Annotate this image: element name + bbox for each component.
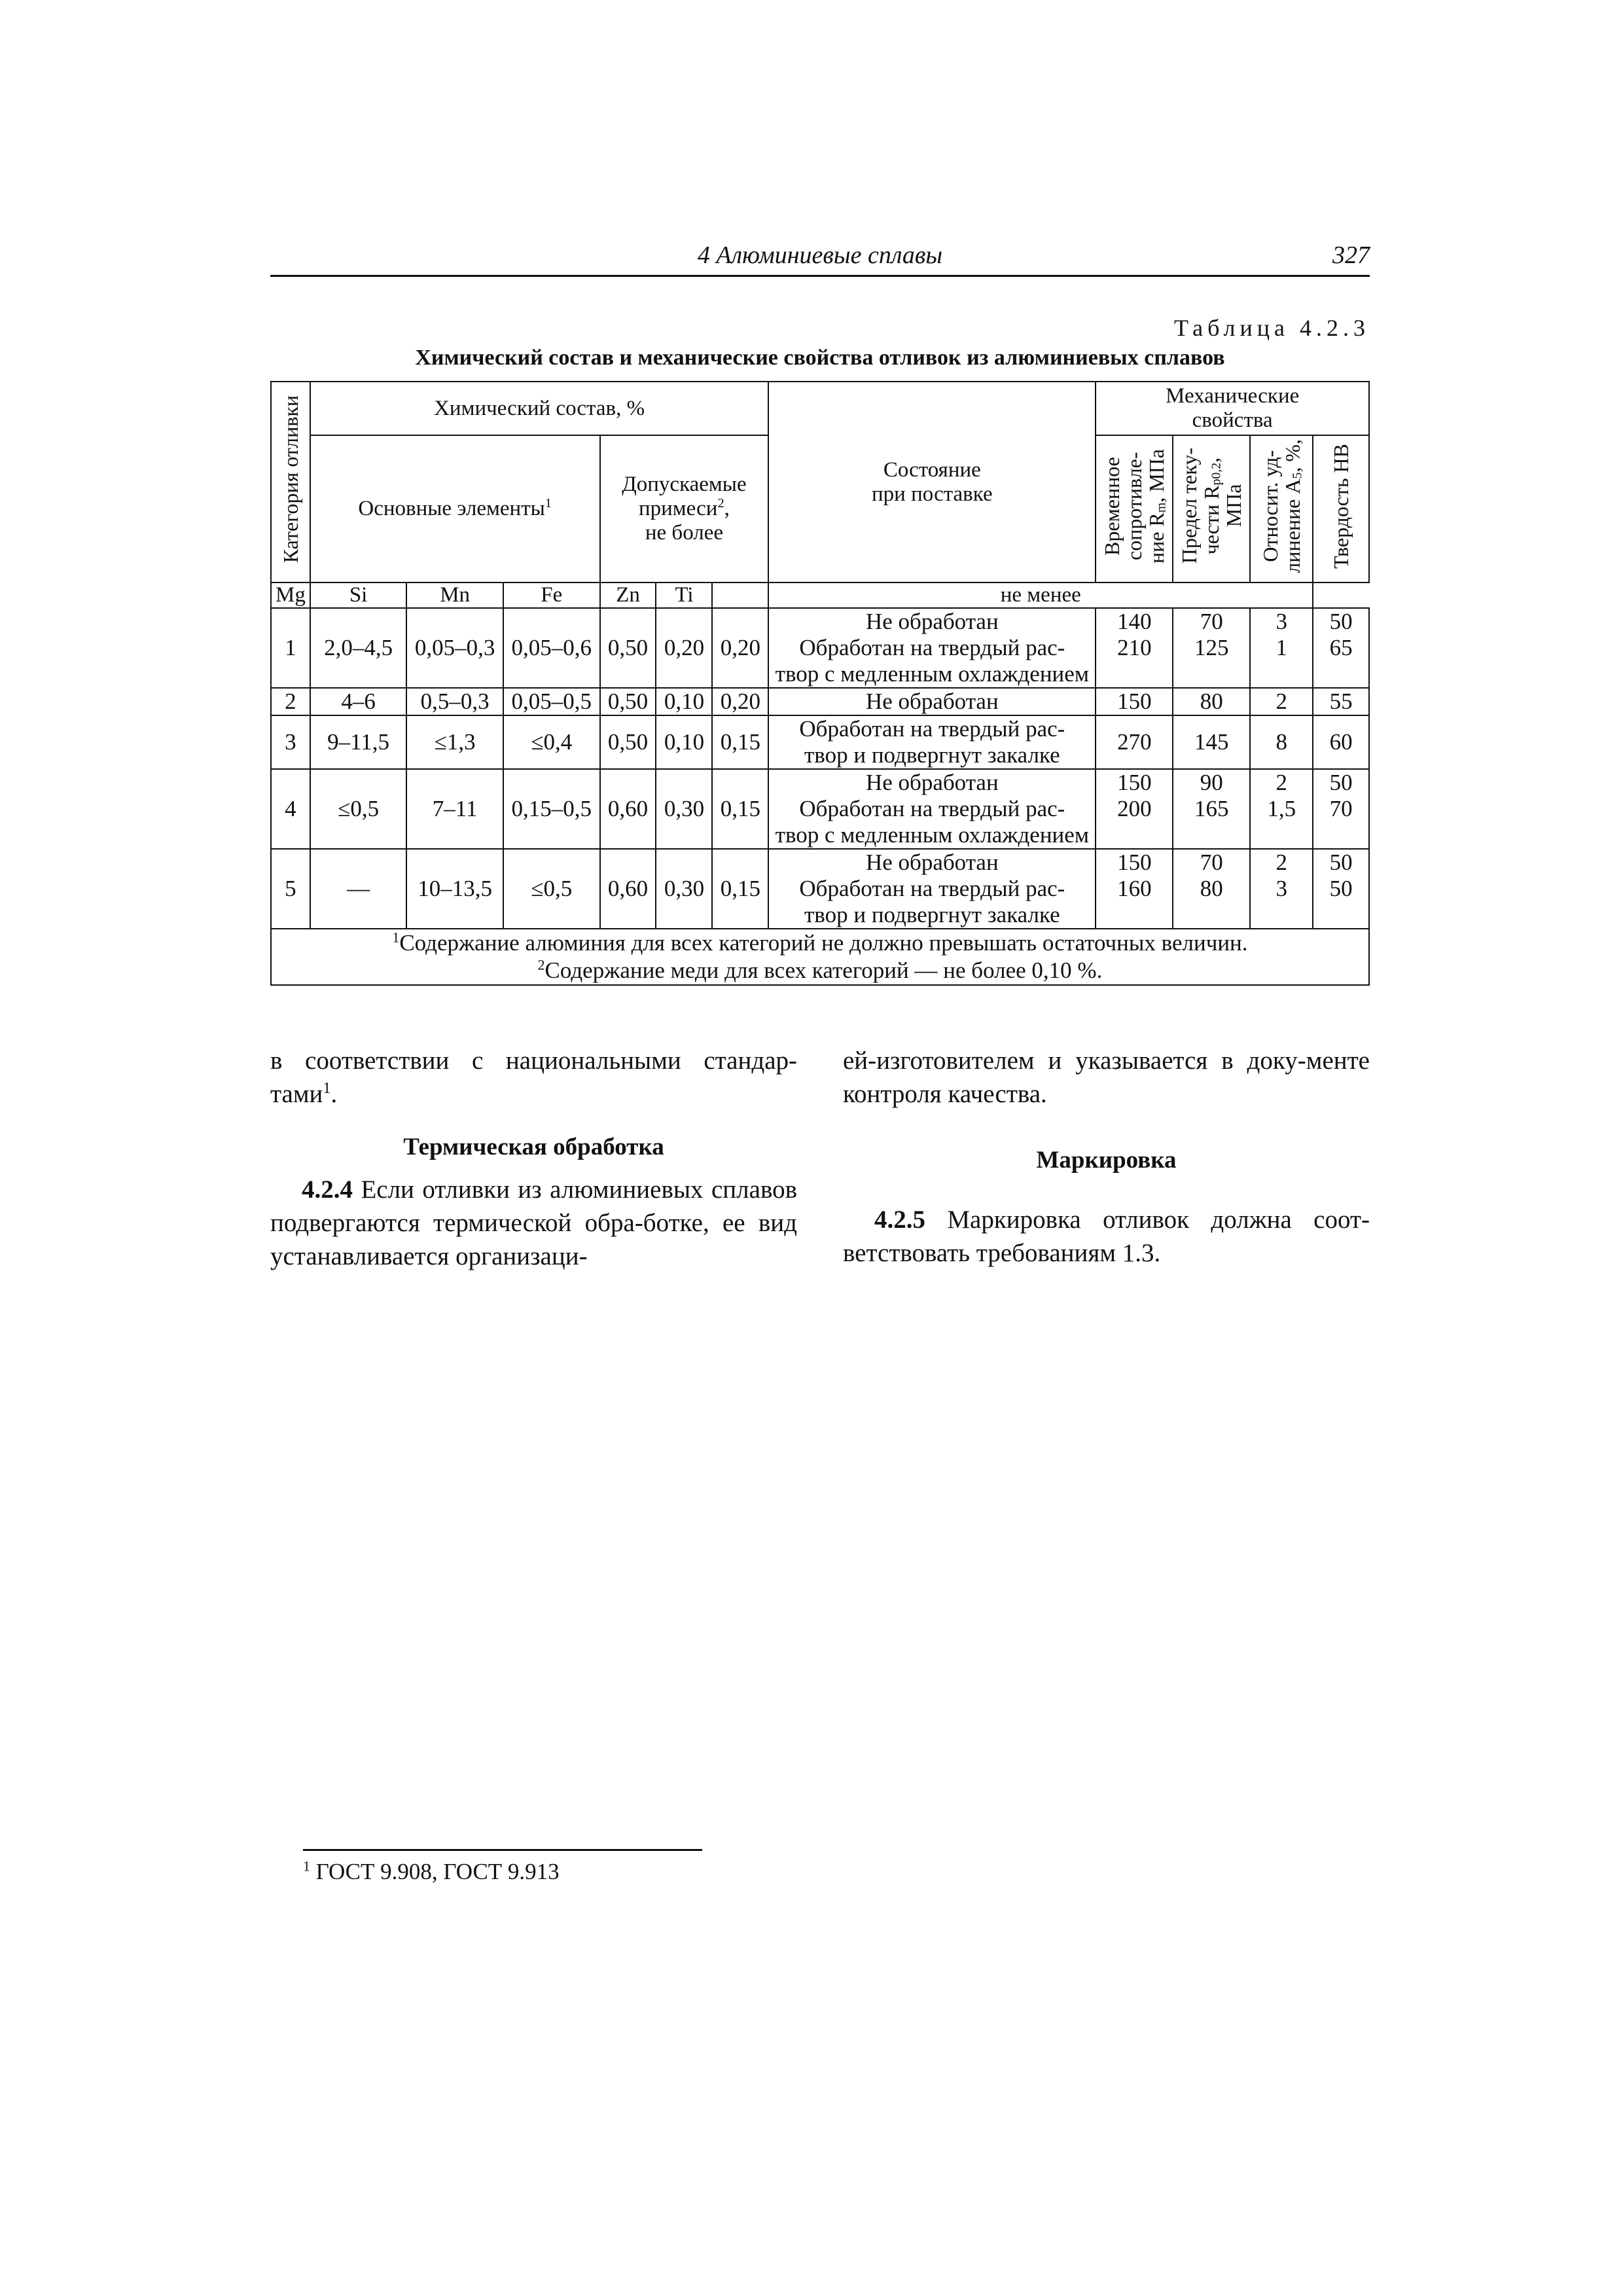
right-column (843, 1044, 1370, 1270)
mg-cell: — (310, 849, 407, 929)
category-cell: 1 (271, 608, 310, 688)
element-header-fe: Fe (503, 583, 600, 608)
state-subheader-empty (712, 583, 768, 608)
section-heading-marking: Маркировка (1036, 1147, 1177, 1174)
rm-cell: 150 160 (1096, 849, 1173, 929)
composition-table (270, 381, 1370, 986)
rp-cell: 70 125 (1173, 608, 1250, 688)
mn-cell: ≤0,5 (503, 849, 600, 929)
ti-cell: 0,15 (712, 849, 768, 929)
a5-cell: 2 3 (1250, 849, 1313, 929)
hardness-header: Твердость HB (1313, 435, 1369, 583)
hb-cell: 50 70 (1313, 769, 1369, 849)
mg-cell: ≤0,5 (310, 769, 407, 849)
si-cell: 0,05–0,3 (406, 608, 503, 688)
impurities-header: Допускаемые примеси$^2$, не более (600, 435, 769, 583)
elongation-header: Относит. уд- линение $A_5$, %, (1250, 435, 1313, 583)
hb-cell: 55 (1313, 688, 1369, 715)
a5-cell: 8 (1250, 715, 1313, 769)
element-header-zn: Zn (600, 583, 656, 608)
fe-cell: 0,60 (600, 769, 656, 849)
not-less-header: не менее (768, 583, 1313, 608)
element-header-mg: Mg (271, 583, 310, 608)
mg-cell: 9–11,5 (310, 715, 407, 769)
state-header: Состояние при поставке (768, 382, 1096, 583)
yield-strength-header: Предел теку- чести $R_{p0,2}$, МПа (1173, 435, 1250, 583)
rm-cell: 270 (1096, 715, 1173, 769)
page-number: 327 (1332, 242, 1370, 269)
left-column (270, 1044, 797, 1273)
zn-cell: 0,10 (656, 688, 712, 715)
table-row (271, 608, 1369, 688)
category-cell: 5 (271, 849, 310, 929)
continuation-paragraph: ей-изготовителем и указывается в доку-менте контроля качества. (843, 1047, 1370, 1108)
mn-cell: ≤0,4 (503, 715, 600, 769)
si-cell: 10–13,5 (406, 849, 503, 929)
element-header-si: Si (310, 583, 407, 608)
state-cell: Не обработан Обработан на твердый рас- твор с медленным охлаждением (768, 608, 1096, 688)
fe-cell: 0,60 (600, 849, 656, 929)
rp-cell: 90 165 (1173, 769, 1250, 849)
footnote-rule (303, 1849, 702, 1851)
hb-cell: 50 50 (1313, 849, 1369, 929)
mg-cell: 2,0–4,5 (310, 608, 407, 688)
state-cell: Обработан на твердый рас- твор и подвергнут закалке (768, 715, 1096, 769)
zn-cell: 0,30 (656, 769, 712, 849)
mn-cell: 0,05–0,6 (503, 608, 600, 688)
rp-cell: 145 (1173, 715, 1250, 769)
table-notes-cell (271, 929, 1369, 985)
running-head (270, 237, 1370, 277)
mn-cell: 0,15–0,5 (503, 769, 600, 849)
ti-cell: 0,15 (712, 769, 768, 849)
paragraph-4-2-4: 4.2.4 Если отливки из алюминиевых сплавов подвергаются термической обра-ботке, ее вид устанавливается организаци- (270, 1175, 798, 1270)
ti-cell: 0,15 (712, 715, 768, 769)
state-cell: Не обработан (768, 688, 1096, 715)
category-cell: 4 (271, 769, 310, 849)
a5-cell: 3 1 (1250, 608, 1313, 688)
table-note: $^2$Содержание меди для всех категорий — не более 0,10 %. (537, 957, 1103, 983)
element-header-ti: Ti (656, 583, 712, 608)
rm-cell: 150 200 (1096, 769, 1173, 849)
table-number: Таблица 4.2.3 (1174, 315, 1370, 341)
section-heading-heat-treatment: Термическая обработка (403, 1134, 664, 1160)
tensile-strength-header: Временное сопротивле- ние $R_m$, МПа (1096, 435, 1173, 583)
ti-cell: 0,20 (712, 608, 768, 688)
table-row (271, 715, 1369, 769)
paragraph-4-2-5: 4.2.5 Маркировка отливок должна соот-ветствовать требованиям 1.3. (843, 1206, 1370, 1267)
table-note: $^1$Содержание алюминия для всех категорий не должно превышать остаточных величин. (392, 929, 1248, 956)
zn-cell: 0,30 (656, 849, 712, 929)
mech-properties-header: Механические свойства (1096, 382, 1369, 435)
state-cell: Не обработан Обработан на твердый рас- твор с медленным охлаждением (768, 769, 1096, 849)
table-row (271, 849, 1369, 929)
si-cell: ≤1,3 (406, 715, 503, 769)
ti-cell: 0,20 (712, 688, 768, 715)
category-cell: 2 (271, 688, 310, 715)
category-header: Категория отливки (271, 382, 310, 583)
page-footnote: $^1$ ГОСТ 9.908, ГОСТ 9.913 (303, 1858, 560, 1884)
a5-cell: 2 (1250, 688, 1313, 715)
chem-composition-header: Химический состав, % (310, 382, 768, 435)
hb-cell: 50 65 (1313, 608, 1369, 688)
rp-cell: 70 80 (1173, 849, 1250, 929)
fe-cell: 0,50 (600, 608, 656, 688)
table-row (271, 688, 1369, 715)
fe-cell: 0,50 (600, 688, 656, 715)
rm-cell: 140 210 (1096, 608, 1173, 688)
table-notes (271, 929, 1369, 985)
category-cell: 3 (271, 715, 310, 769)
rm-cell: 150 (1096, 688, 1173, 715)
element-header-mn: Mn (406, 583, 503, 608)
chapter-title: 4 Алюминиевые сплавы (697, 242, 943, 269)
table-row (271, 769, 1369, 849)
state-cell: Не обработан Обработан на твердый рас- твор и подвергнут закалке (768, 849, 1096, 929)
mn-cell: 0,05–0,5 (503, 688, 600, 715)
hb-cell: 60 (1313, 715, 1369, 769)
main-elements-header: Основные элементы$^1$ (310, 435, 600, 583)
mg-cell: 4–6 (310, 688, 407, 715)
fe-cell: 0,50 (600, 715, 656, 769)
si-cell: 0,5–0,3 (406, 688, 503, 715)
zn-cell: 0,20 (656, 608, 712, 688)
a5-cell: 2 1,5 (1250, 769, 1313, 849)
table-caption: Химический состав и механические свойства отливок из алюминиевых сплавов (415, 346, 1225, 370)
rp-cell: 80 (1173, 688, 1250, 715)
continuation-paragraph: в соответствии с национальными стандар-тами$^1$. (270, 1047, 797, 1108)
zn-cell: 0,10 (656, 715, 712, 769)
si-cell: 7–11 (406, 769, 503, 849)
